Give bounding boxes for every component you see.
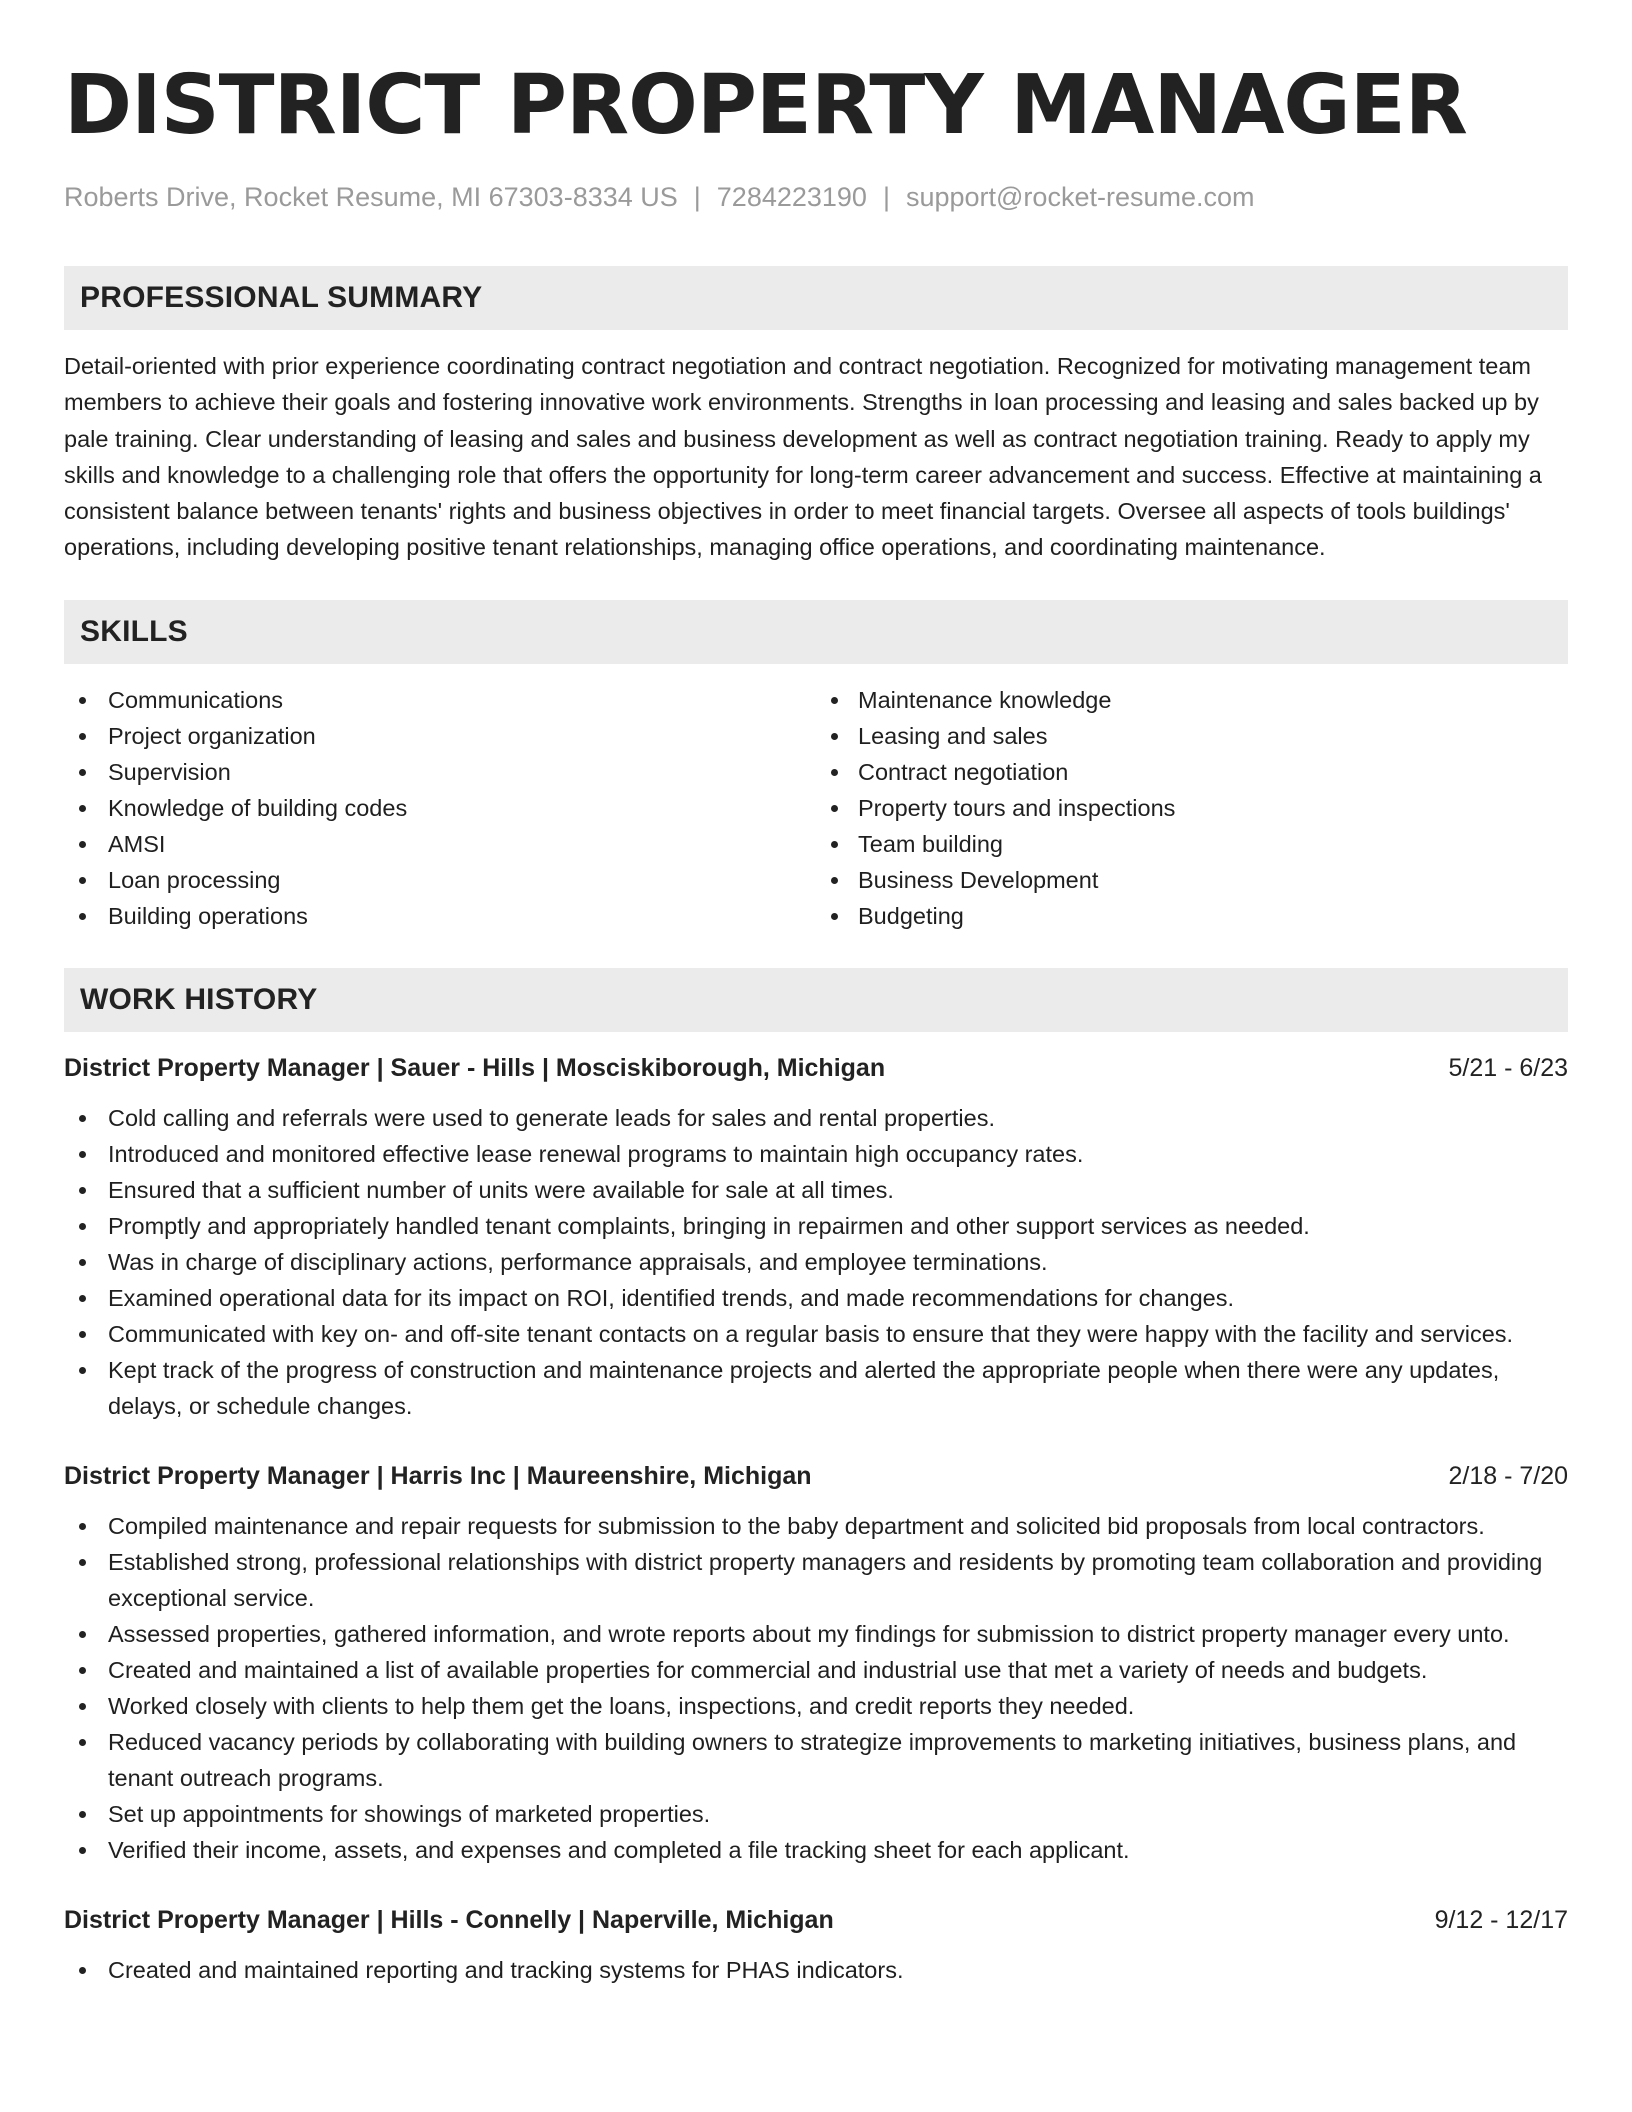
job-dates: 2/18 - 7/20 [1448, 1461, 1568, 1490]
job-bullet: Promptly and appropriately handled tenant complaints, bringing in repairmen and other support services as needed. [64, 1208, 1568, 1244]
job-bullet: Created and maintained reporting and tracking systems for PHAS indicators. [64, 1952, 1568, 1988]
skills-section-header: SKILLS [64, 600, 1568, 664]
skills-list [64, 682, 1568, 934]
job-bullet: Assessed properties, gathered information, and wrote reports about my findings for submission to district property manager every unto. [64, 1616, 1568, 1652]
skill-item: Budgeting [816, 898, 1568, 934]
skills-column-right [816, 682, 1568, 934]
job-header [64, 1458, 1568, 1494]
skill-item: Supervision [64, 754, 816, 790]
skill-item: Leasing and sales [816, 718, 1568, 754]
job-bullet: Was in charge of disciplinary actions, performance appraisals, and employee terminations. [64, 1244, 1568, 1280]
job-bullet: Kept track of the progress of construction and maintenance projects and alerted the appropriate people when there were any updates, delays, or schedule changes. [64, 1352, 1568, 1424]
skill-item: Team building [816, 826, 1568, 862]
job-header [64, 1902, 1568, 1938]
job-bullet: Established strong, professional relationships with district property managers and residents by promoting team collaboration and providing exceptional service. [64, 1544, 1568, 1616]
job-bullets [64, 1100, 1568, 1424]
job-title: District Property Manager | Harris Inc | Maureenshire, Michigan [64, 1461, 812, 1490]
job-bullet: Created and maintained a list of available properties for commercial and industrial use that met a variety of needs and budgets. [64, 1652, 1568, 1688]
work-history-section-header: WORK HISTORY [64, 968, 1568, 1032]
skill-item: Contract negotiation [816, 754, 1568, 790]
skill-item: Project organization [64, 718, 816, 754]
skill-item: Communications [64, 682, 816, 718]
job-header [64, 1050, 1568, 1086]
skill-item: Property tours and inspections [816, 790, 1568, 826]
job-bullet: Reduced vacancy periods by collaborating with building owners to strategize improvements to marketing initiatives, business plans, and tenant outreach programs. [64, 1724, 1568, 1796]
job-bullet: Introduced and monitored effective lease renewal programs to maintain high occupancy rates. [64, 1136, 1568, 1172]
skill-item: AMSI [64, 826, 816, 862]
summary-text: Detail-oriented with prior experience coordinating contract negotiation and contract negotiation. Recognized for motivating management team members to achieve their goals and fostering innovative work environments. Strengths in loan processing and leasing and sales backed up by pale training. Clear understanding of leasing and sales and business development as well as contract negotiation training. Ready to apply my skills and knowledge to a challenging role that offers the opportunity for long-term career advancement and success. Effective at maintaining a consistent balance between tenants' rights and business objectives in order to meet financial targets. Oversee all aspects of tools buildings' operations, including developing positive tenant relationships, managing office operations, and coordinating maintenance. [64, 353, 1542, 561]
job-title: District Property Manager | Sauer - Hills | Mosciskiborough, Michigan [64, 1053, 886, 1082]
job-bullet: Compiled maintenance and repair requests for submission to the baby department and solicited bid proposals from local contractors. [64, 1508, 1568, 1544]
page-title: DISTRICT PROPERTY MANAGER [64, 58, 1467, 153]
skill-item: Loan processing [64, 862, 816, 898]
job-bullets [64, 1952, 1568, 1988]
contact-line [64, 180, 1568, 214]
skill-item: Knowledge of building codes [64, 790, 816, 826]
contact-separator: | [693, 182, 701, 212]
job-bullet: Communicated with key on- and off-site tenant contacts on a regular basis to ensure that they were happy with the facility and services. [64, 1316, 1568, 1352]
job-title: District Property Manager | Hills - Connelly | Naperville, Michigan [64, 1905, 834, 1934]
job-bullet: Worked closely with clients to help them get the loans, inspections, and credit reports they needed. [64, 1688, 1568, 1724]
contact-address: Roberts Drive, Rocket Resume, MI 67303-8334 US [64, 182, 678, 212]
contact-email: support@rocket-resume.com [905, 182, 1255, 212]
job-dates: 9/12 - 12/17 [1434, 1905, 1568, 1934]
job-bullets [64, 1508, 1568, 1868]
job-entry [64, 1050, 1568, 1424]
job-entry [64, 1458, 1568, 1868]
skills-column-left [64, 682, 816, 934]
contact-separator: | [882, 182, 890, 212]
job-dates: 5/21 - 6/23 [1448, 1053, 1568, 1082]
skill-item: Maintenance knowledge [816, 682, 1568, 718]
skill-item: Business Development [816, 862, 1568, 898]
contact-phone: 7284223190 [716, 182, 867, 212]
job-entry [64, 1902, 1568, 1988]
skill-item: Building operations [64, 898, 816, 934]
summary-section-header: PROFESSIONAL SUMMARY [64, 266, 1568, 330]
job-bullet: Examined operational data for its impact on ROI, identified trends, and made recommendations for changes. [64, 1280, 1568, 1316]
job-bullet: Cold calling and referrals were used to generate leads for sales and rental properties. [64, 1100, 1568, 1136]
job-bullet: Verified their income, assets, and expenses and completed a file tracking sheet for each applicant. [64, 1832, 1568, 1868]
job-bullet: Set up appointments for showings of marketed properties. [64, 1796, 1568, 1832]
job-bullet: Ensured that a sufficient number of units were available for sale at all times. [64, 1172, 1568, 1208]
